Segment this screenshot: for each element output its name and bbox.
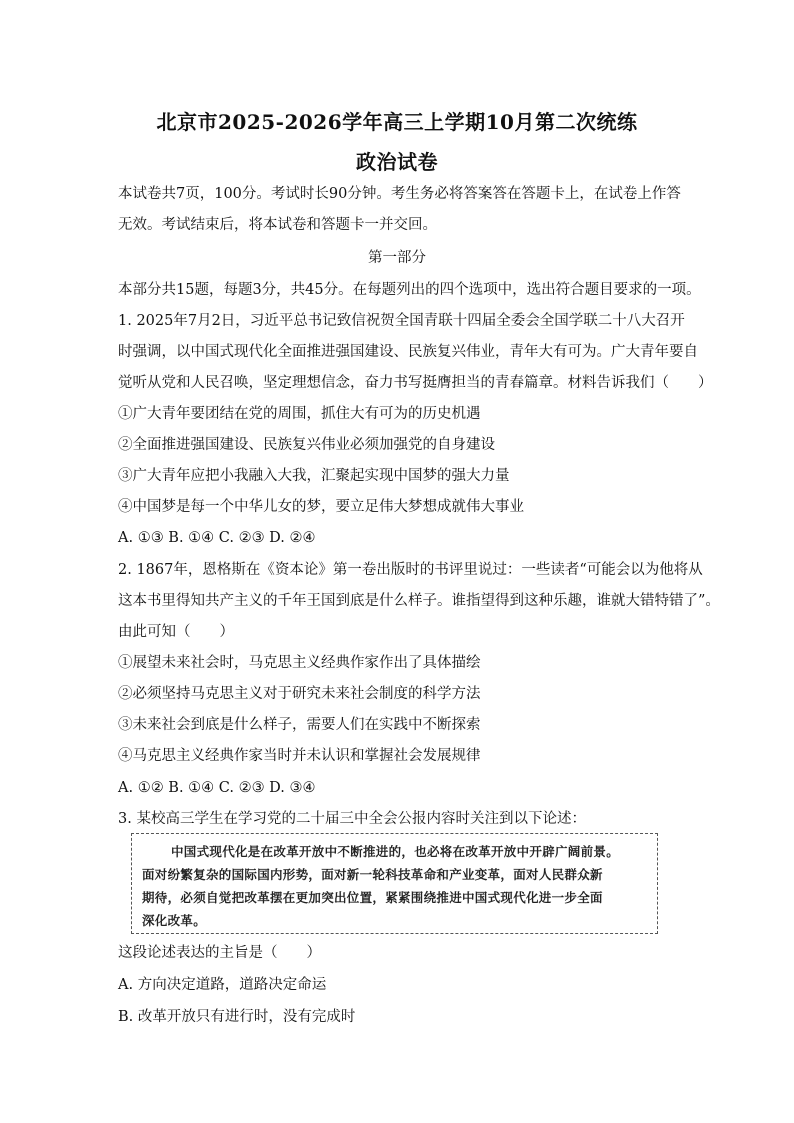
question-2-stem: 这本书里得知共产主义的千年王国到底是什么样子。谁指望得到这种乐趣，谁就大错特错了”。 [118, 593, 720, 609]
quote-line: 中国式现代化是在改革开放中不断推进的，也必将在改革开放中开辟广阔前景。 [171, 844, 620, 859]
question-1-options: A. ①③ B. ①④ C. ②③ D. ②④ [118, 530, 316, 546]
quote-line: 期待，必须自觉把改革摆在更加突出位置，紧紧围绕推进中国式现代化进一步全面 [142, 890, 603, 905]
question-2-options: A. ①② B. ①④ C. ②③ D. ③④ [118, 780, 316, 796]
quote-line: 深化改革。 [142, 913, 207, 928]
question-1-statement: ④中国梦是每一个中华儿女的梦，要立足伟大梦想成就伟大事业 [118, 499, 524, 515]
question-3-stem: 3. 某校高三学生在学习党的二十届三中全会公报内容时关注到以下论述： [118, 811, 586, 827]
question-1-statement: ①广大青年要团结在党的周围，抓住大有可为的历史机遇 [118, 406, 481, 422]
question-1-statement: ②全面推进强国建设、民族复兴伟业必须加强党的自身建设 [118, 437, 495, 453]
question-3-option: A. 方向决定道路，道路决定命运 [118, 977, 327, 993]
question-3-prompt: 这段论述表达的主旨是（ ） [118, 945, 321, 961]
exam-title: 北京市2025-2026学年高三上学期10月第二次统练 [156, 110, 638, 134]
question-2-stem: 由此可知（ ） [118, 624, 234, 640]
question-2-statement: ①展望未来社会时，马克思主义经典作家作出了具体描绘 [118, 655, 481, 671]
intro-line: 无效。考试结束后，将本试卷和答题卡一并交回。 [118, 217, 437, 233]
question-1-stem: 时强调，以中国式现代化全面推进强国建设、民族复兴伟业，青年大有可为。广大青年要自 [118, 344, 698, 360]
exam-subtitle: 政治试卷 [356, 150, 438, 174]
section-instructions: 本部分共15题，每题3分，共45分。在每题列出的四个选项中，选出符合题目要求的一项。 [118, 282, 701, 298]
question-2-statement: ②必须坚持马克思主义对于研究未来社会制度的科学方法 [118, 686, 481, 702]
question-2-stem: 2. 1867年，恩格斯在《资本论》第一卷出版时的书评里说过：一些读者“可能会以为他将从 [118, 562, 703, 578]
quote-line: 面对纷繁复杂的国际国内形势，面对新一轮科技革命和产业变革，面对人民群众新 [142, 867, 603, 882]
question-2-statement: ③未来社会到底是什么样子，需要人们在实践中不断探索 [118, 717, 481, 733]
question-1-statement: ③广大青年应把小我融入大我，汇聚起实现中国梦的强大力量 [118, 468, 510, 484]
question-2-statement: ④马克思主义经典作家当时并未认识和掌握社会发展规律 [118, 748, 481, 764]
question-3-option: B. 改革开放只有进行时，没有完成时 [118, 1009, 356, 1025]
section-title: 第一部分 [368, 250, 426, 266]
question-1-stem: 1. 2025年7月2日，习近平总书记致信祝贺全国青联十四届全委会全国学联二十八大召开 [118, 313, 685, 329]
intro-line: 本试卷共7页，100分。考试时长90分钟。考生务必将答案答在答题卡上，在试卷上作答 [118, 186, 681, 202]
question-1-stem: 觉听从党和人民召唤，坚定理想信念，奋力书写挺膺担当的青春篇章。材料告诉我们（ ） [118, 375, 713, 391]
